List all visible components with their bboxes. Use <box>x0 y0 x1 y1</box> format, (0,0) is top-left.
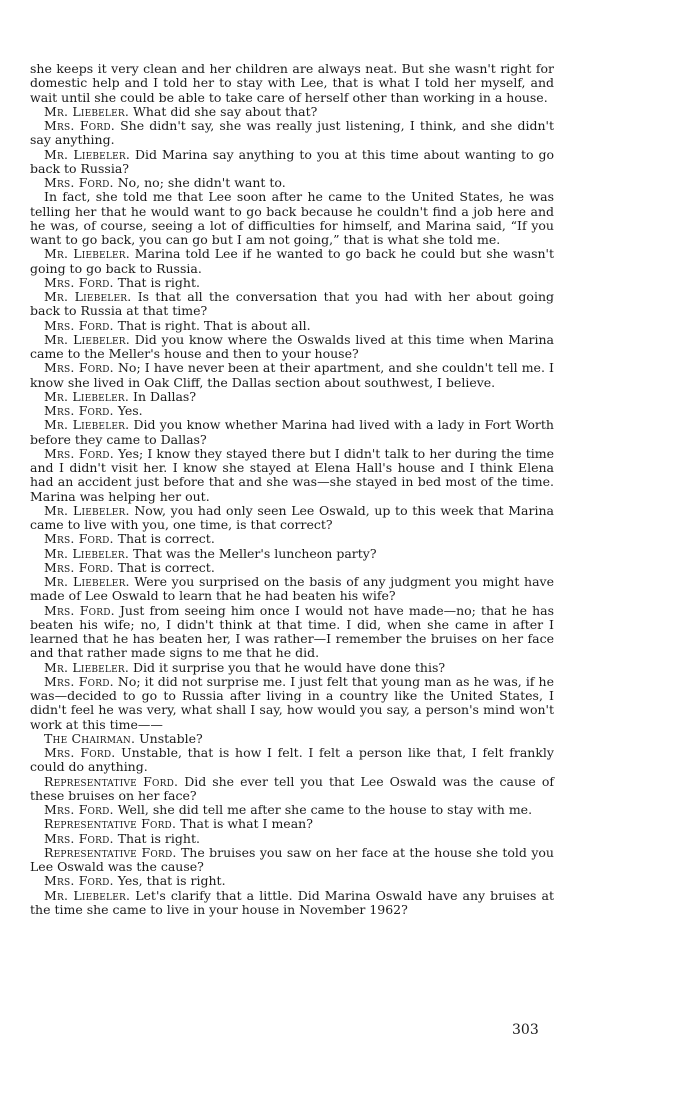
transcript-paragraph <box>30 846 554 875</box>
transcript-paragraph <box>30 803 554 817</box>
transcript-paragraph <box>30 333 554 362</box>
transcript-paragraph <box>30 404 554 418</box>
speaker-name: Mr. Liebeler. <box>44 388 130 404</box>
speaker-name: Mr. Liebeler. <box>44 146 131 162</box>
paragraph-text: No; I have never been at their apartment, and she couldn't tell me. I know she lived in Oak Cliff, the Dallas section about southwest, I believe. <box>30 360 554 390</box>
speaker-name: Mrs. Ford. <box>44 274 114 290</box>
transcript-paragraph <box>30 190 554 247</box>
paragraph-text: she keeps it very clean and her children are always neat. But she wasn't right for domestic help and I told her to stay with Lee, that is what I told her myself, and wait until she could be able to take care of herself other than working in a house. <box>30 61 554 105</box>
paragraph-text: Yes. <box>117 403 143 418</box>
page-number: 303 <box>512 1022 539 1038</box>
paragraph-text: Did you know where the Oswalds lived at this time when Marina came to the Meller's house and then to your house? <box>30 331 554 361</box>
paragraph-text: Unstable? <box>139 730 203 746</box>
paragraph-text: Marina told Lee if he wanted to go back he could but she wasn't going to go back to Russia. <box>30 246 554 276</box>
speaker-name: Mrs. Ford. <box>44 317 114 333</box>
speaker-name: Mr. Liebeler. <box>44 103 130 119</box>
paragraph-text: Did she ever tell you that Lee Oswald was the cause of these bruises on her face? <box>30 773 554 803</box>
paragraph-text: That is right. <box>117 830 200 846</box>
transcript-paragraph <box>30 504 554 533</box>
transcript-paragraph <box>30 361 554 390</box>
paragraph-text: That is correct. <box>117 559 215 575</box>
transcript-paragraph <box>30 447 554 504</box>
speaker-name: Mrs. Ford. <box>44 830 114 846</box>
paragraph-text: She didn't say, she was really just listening, I think, and she didn't say anything. <box>30 118 554 148</box>
paragraph-text: Now, you had only seen Lee Oswald, up to this week that Marina came to live with you, one time, is that correct? <box>30 502 554 532</box>
transcript-page <box>30 62 554 917</box>
transcript-paragraph <box>30 532 554 546</box>
paragraph-text: Just from seeing him once I would not have made—no; that he has beaten his wife; no, I didn't think at that time. I did, when she came in after I learned that he has beaten her, I was rather—I remember the bruises on her face and that rather made signs to me that he did. <box>30 602 554 661</box>
transcript-paragraph <box>30 148 554 177</box>
paragraph-text: That is right. <box>117 274 200 290</box>
speaker-name: Mr. Liebeler. <box>44 417 130 433</box>
speaker-name: Mrs. Ford. <box>44 403 114 418</box>
transcript-paragraph <box>30 561 554 575</box>
transcript-paragraph <box>30 62 554 105</box>
transcript-paragraph <box>30 290 554 319</box>
speaker-name: Mrs. Ford. <box>44 118 115 133</box>
paragraph-text: Did Marina say anything to you at this time about wanting to go back to Russia? <box>30 146 554 176</box>
speaker-name: Mr. Liebeler. <box>44 246 130 262</box>
transcript-paragraph <box>30 889 554 918</box>
paragraph-text: No; it did not surprise me. I just felt that young man as he was, if he was—decided to go to Russia after living in a country like the United States, I didn't feel he was very, what shall I say, how would you say, a person's mind won't work at this time—— <box>30 673 554 732</box>
transcript-paragraph <box>30 319 554 333</box>
speaker-name: Mrs. Ford. <box>44 445 114 461</box>
transcript-paragraph <box>30 775 554 804</box>
paragraph-text: That is what I mean? <box>180 816 313 832</box>
paragraph-text: Well, she did tell me after she came to the house to stay with me. <box>117 802 533 817</box>
paragraph-text: Is that all the conversation that you had with her about going back to Russia at that time? <box>30 289 554 319</box>
paragraph-text: What did she say about that? <box>133 103 318 119</box>
speaker-name: Mrs. Ford. <box>44 745 116 760</box>
paragraph-text: That was the Meller's luncheon party? <box>133 545 377 561</box>
speaker-name: Representative Ford. <box>44 844 177 860</box>
speaker-name: Representative Ford. <box>44 773 179 789</box>
paragraph-text: Unstable, that is how I felt. I felt a person like that, I felt frankly could do anything. <box>30 745 554 775</box>
transcript-paragraph <box>30 661 554 675</box>
speaker-name: Mrs. Ford. <box>44 559 114 575</box>
transcript-paragraph <box>30 817 554 831</box>
paragraph-text: No, no; she didn't want to. <box>117 175 286 190</box>
speaker-name: Representative Ford. <box>44 816 177 832</box>
paragraph-text: The bruises you saw on her face at the house she told you Lee Oswald was the cause? <box>30 844 554 874</box>
speaker-name: Mrs. Ford. <box>44 673 114 689</box>
paragraph-text: Yes, that is right. <box>117 873 226 889</box>
transcript-paragraph <box>30 390 554 404</box>
transcript-paragraph <box>30 675 554 732</box>
transcript-paragraph <box>30 575 554 604</box>
speaker-name: Mr. Liebeler. <box>44 659 130 675</box>
speaker-name: The Chairman. <box>44 730 136 746</box>
transcript-paragraph <box>30 832 554 846</box>
transcript-paragraph <box>30 176 554 190</box>
paragraph-text: That is right. That is about all. <box>117 317 311 333</box>
paragraph-text: Did you know whether Marina had lived with a lady in Fort Worth before they came to Dallas? <box>30 417 554 447</box>
paragraph-text: In Dallas? <box>133 388 197 404</box>
paragraph-text: Did it surprise you that he would have done this? <box>133 659 446 675</box>
speaker-name: Mrs. Ford. <box>44 531 114 547</box>
transcript-paragraph <box>30 604 554 661</box>
transcript-paragraph <box>30 119 554 148</box>
paragraph-text: Let's clarify that a little. Did Marina Oswald have any bruises at the time she came to live in your house in November 1962? <box>30 887 554 917</box>
speaker-name: Mr. Liebeler. <box>44 289 132 304</box>
transcript-paragraph <box>30 746 554 775</box>
speaker-name: Mr. Liebeler. <box>44 887 131 903</box>
paragraph-text: Were you surprised on the basis of any judgment you might have made of Lee Oswald to learn that he had beaten his wife? <box>30 574 555 604</box>
speaker-name: Mr. Liebeler. <box>44 502 130 518</box>
speaker-name: Mrs. Ford. <box>44 802 114 817</box>
paragraph-text: Yes; I know they stayed there but I didn't talk to her during the time and I didn't visit her. I know she stayed at Elena Hall's house and I think Elena had an accident just before that and she was—she stayed in bed most of the time. Marina was helping her out. <box>30 445 554 504</box>
transcript-paragraph <box>30 874 554 888</box>
speaker-name: Mr. Liebeler. <box>44 574 130 589</box>
transcript-paragraph <box>30 247 554 276</box>
speaker-name: Mrs. Ford. <box>44 360 114 376</box>
transcript-paragraph <box>30 418 554 447</box>
transcript-paragraph <box>30 547 554 561</box>
transcript-paragraph <box>30 105 554 119</box>
transcript-paragraph <box>30 276 554 290</box>
paragraph-text: That is correct. <box>117 531 215 547</box>
speaker-name: Mr. Liebeler. <box>44 331 130 347</box>
speaker-name: Mrs. Ford. <box>44 602 115 618</box>
speaker-name: Mrs. Ford. <box>44 175 114 190</box>
speaker-name: Mrs. Ford. <box>44 873 114 889</box>
speaker-name: Mr. Liebeler. <box>44 545 130 561</box>
paragraph-text: In fact, she told me that Lee soon after he came to the United States, he was telling her that he would want to go back because he couldn't find a job here and he was, of course, seeing a lot of difficulties for himself, and Marina said, “If you want to go back, you can go but I am not going,” that is what she told me. <box>30 189 554 247</box>
transcript-paragraph <box>30 732 554 746</box>
